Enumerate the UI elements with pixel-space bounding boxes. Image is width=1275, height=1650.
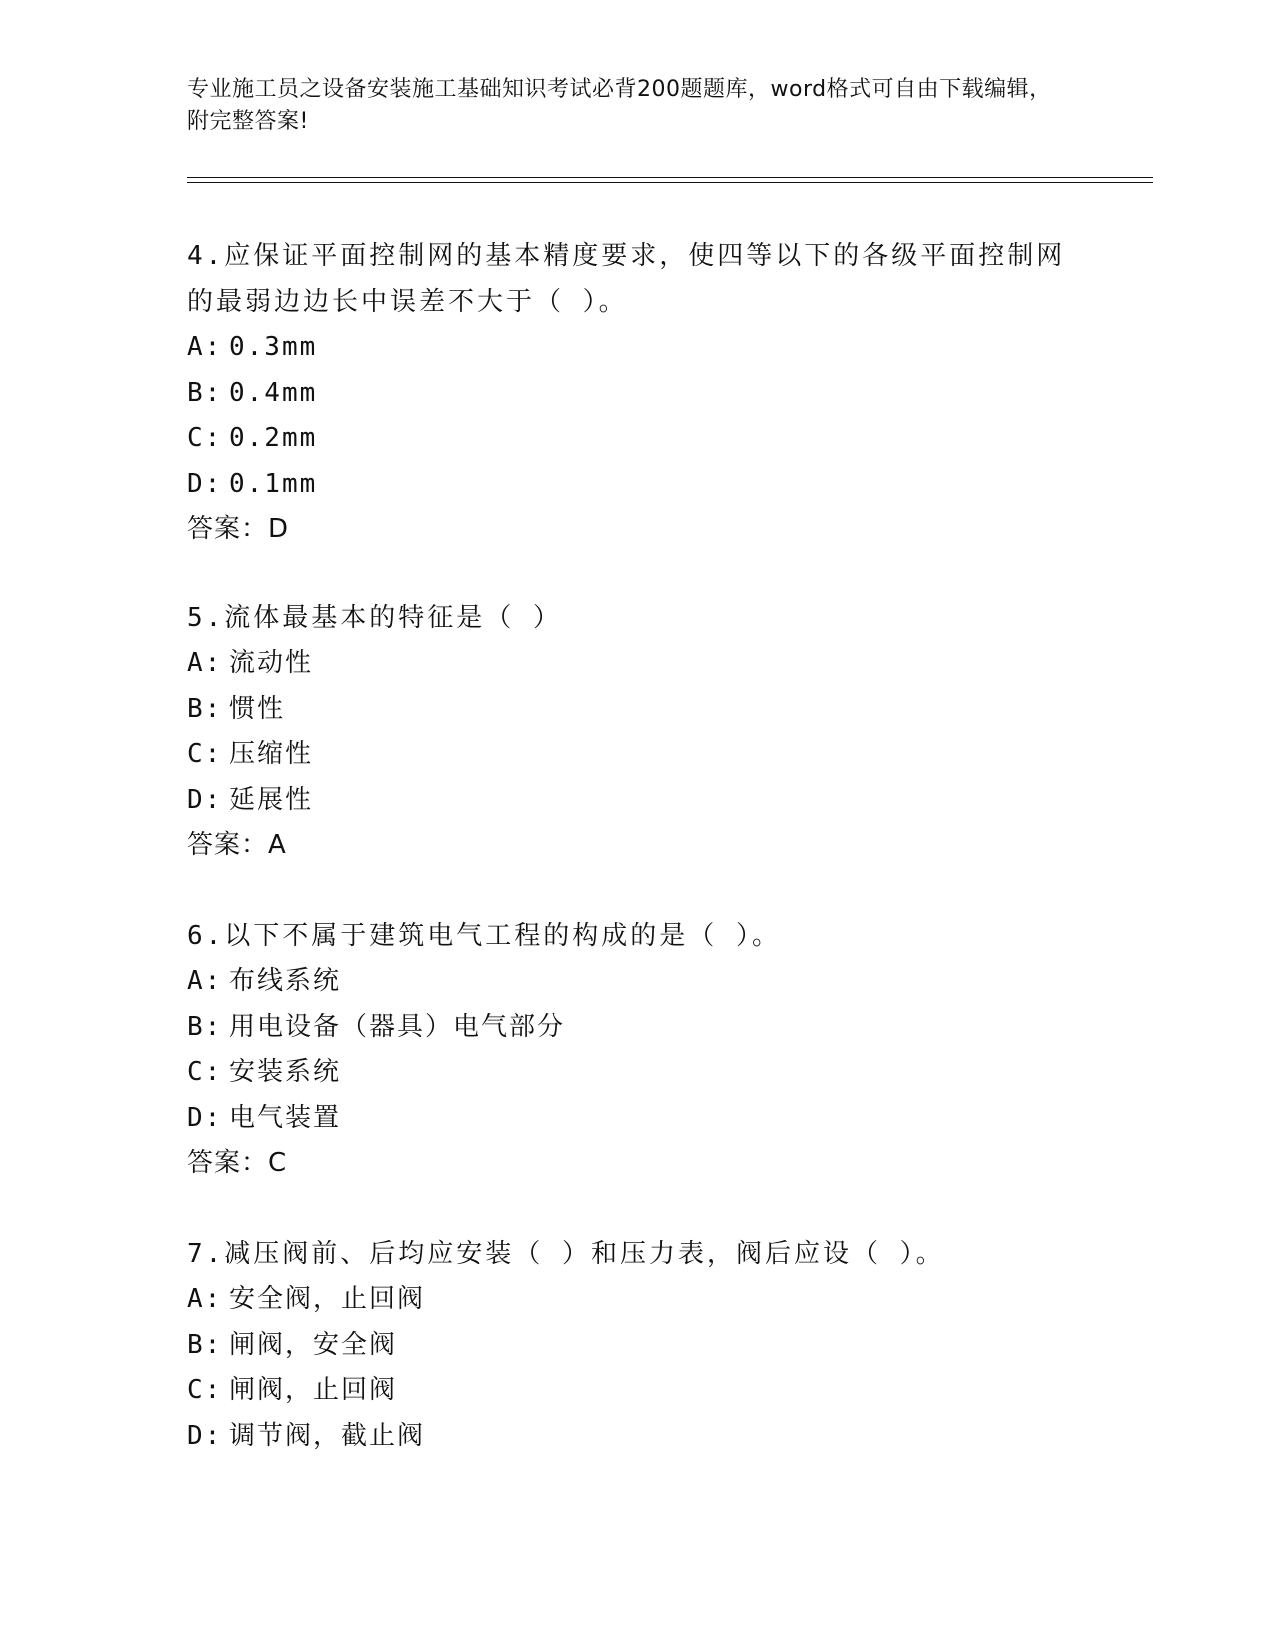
option-d [187,462,1087,508]
question-5 [187,595,1087,869]
option-letter: B: [187,377,223,408]
header-divider-bottom [187,182,1153,183]
answer-line: 答案：A [187,830,287,860]
option-text: 延展性 [229,784,314,815]
option-letter: A: [187,648,223,678]
option-letter: D: [187,1420,223,1451]
option-b [187,1005,1087,1051]
answer-line: 答案：C [187,1148,288,1178]
option-letter: A: [187,332,223,362]
option-a [187,959,1087,1005]
option-c [187,1368,1087,1414]
option-text: 流动性 [229,648,314,678]
option-d [187,778,1087,824]
option-b [187,371,1087,417]
option-letter: A: [187,1284,223,1314]
option-c [187,1050,1087,1096]
option-text: 安全阀，止回阀 [229,1284,426,1314]
option-d [187,1096,1087,1142]
option-letter: B: [187,1011,223,1042]
question-7 [187,1231,1087,1459]
question-stem: 6.以下不属于建筑电气工程的构成的是（ ）。 [187,921,781,951]
option-d [187,1414,1087,1460]
answer-line: 答案：D [187,514,290,544]
option-text: 电气装置 [229,1102,342,1133]
question-4 [187,233,1087,553]
option-b [187,687,1087,733]
option-text: 0.3mm [229,332,318,362]
option-text: 安装系统 [229,1057,342,1087]
option-text: 调节阀，截止阀 [229,1420,426,1451]
option-a [187,641,1087,687]
option-letter: D: [187,468,223,499]
header-divider-top [187,177,1153,178]
option-text: 0.2mm [229,423,318,453]
question-stem: 4.应保证平面控制网的基本精度要求，使四等以下的各级平面控制网的最弱边边长中误差不大于（ ）。 [187,241,1066,317]
option-text: 压缩性 [229,739,314,769]
question-stem: 5.流体最基本的特征是（ ） [187,603,562,633]
option-text: 惯性 [229,693,286,724]
option-b [187,1323,1087,1369]
option-a [187,325,1087,371]
option-letter: C: [187,1375,223,1405]
option-letter: A: [187,966,223,996]
option-letter: D: [187,784,223,815]
option-letter: C: [187,1057,223,1087]
option-text: 用电设备（器具）电气部分 [229,1011,566,1042]
option-c [187,732,1087,778]
option-letter: C: [187,423,223,453]
question-6 [187,913,1087,1187]
question-stem: 7.减压阀前、后均应安装（ ）和压力表，阀后应设（ ）。 [187,1239,945,1269]
option-text: 闸阀，安全阀 [229,1329,398,1360]
option-letter: B: [187,693,223,724]
option-a [187,1277,1087,1323]
option-text: 闸阀，止回阀 [229,1375,398,1405]
option-text: 0.4mm [229,377,318,408]
option-letter: C: [187,739,223,769]
option-c [187,416,1087,462]
option-letter: B: [187,1329,223,1360]
option-text: 布线系统 [229,966,342,996]
option-letter: D: [187,1102,223,1133]
option-text: 0.1mm [229,468,318,499]
document-header: 专业施工员之设备安装施工基础知识考试必背200题题库，word格式可自由下载编辑，附完整答案! [187,77,1052,134]
